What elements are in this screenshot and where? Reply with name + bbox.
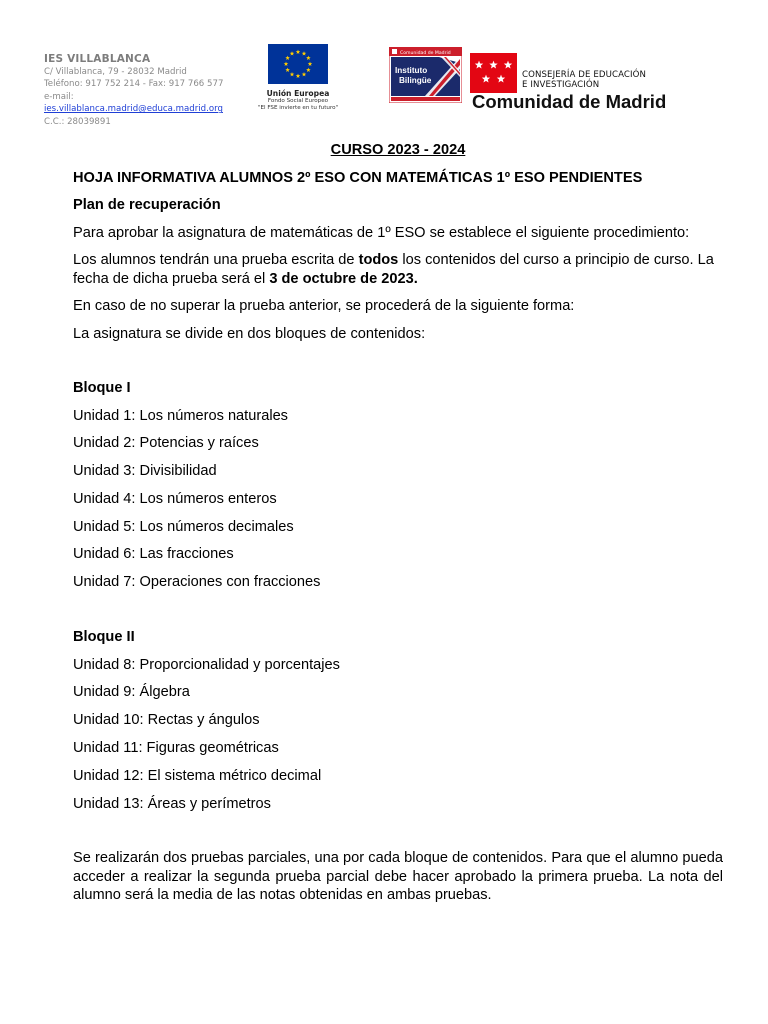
document-body <box>73 141 723 905</box>
school-email-label: e-mail: <box>44 91 74 102</box>
eu-title: Unión Europea <box>266 89 330 98</box>
spacer <box>73 352 723 379</box>
unit-item: Unidad 10: Rectas y ángulos <box>73 712 260 729</box>
unit-item: Unidad 3: Divisibilidad <box>73 463 217 480</box>
division-paragraph: La asignatura se divide en dos bloques de contenidos: <box>73 325 426 342</box>
bilingue-line1: Instituto <box>395 66 428 75</box>
school-info <box>44 52 244 128</box>
block-1 <box>73 379 723 592</box>
eu-slogan: "El FSE invierte en tu futuro" <box>257 105 339 111</box>
comunidad-madrid-logo <box>470 45 720 115</box>
fallback-paragraph: En caso de no superar la prueba anterior, se procederá de la siguiente forma: <box>73 298 575 314</box>
consejeria-line2: E INVESTIGACIÓN <box>522 79 600 90</box>
block-heading: Bloque I <box>73 380 131 396</box>
unit-item: Unidad 6: Las fracciones <box>73 546 234 563</box>
school-phone: Teléfono: 917 752 214 - Fax: 917 766 577 <box>44 79 224 90</box>
unit-item: Unidad 7: Operaciones con fracciones <box>73 574 321 591</box>
eu-flag-icon <box>268 44 328 84</box>
unit-item: Unidad 11: Figuras geométricas <box>73 739 279 756</box>
consejeria-text <box>522 71 646 90</box>
unit-item: Unidad 8: Proporcionalidad y porcentajes <box>73 656 340 673</box>
exam-date: 3 de octubre de 2023. <box>269 270 418 287</box>
exam-text-2: los contenidos del curso a principio de curso. La fecha de dicha prueba será el <box>73 252 714 287</box>
exam-text-1: Los alumnos tendrán una prueba escrita de <box>73 252 359 268</box>
madrid-flag-icon <box>470 53 517 93</box>
exam-bold-todos: todos <box>358 252 399 268</box>
unit-item: Unidad 2: Potencias y raíces <box>73 435 259 452</box>
spacer <box>73 822 723 849</box>
school-address: C/ Villablanca, 79 - 28032 Madrid <box>44 67 187 77</box>
course-title: CURSO 2023 - 2024 <box>330 142 466 158</box>
comunidad-name: Comunidad de Madrid <box>472 91 667 112</box>
plan-heading: Plan de recuperación <box>73 197 221 213</box>
eu-fund: Fondo Social Europeo <box>267 98 329 104</box>
school-email-link[interactable]: ies.villablanca.madrid@educa.madrid.org <box>44 104 223 115</box>
spacer <box>73 601 723 628</box>
bilingue-top-text: Comunidad de Madrid <box>400 50 451 56</box>
school-name: IES VILLABLANCA <box>44 53 151 65</box>
school-cc: C.C.: 28039891 <box>44 116 111 127</box>
intro-paragraph: Para aprobar la asignatura de matemáticas de 1º ESO se establece el siguiente procedimiento: <box>73 224 690 241</box>
unit-item: Unidad 13: Áreas y perímetros <box>73 795 271 812</box>
unit-item: Unidad 5: Los números decimales <box>73 518 294 535</box>
eu-logo <box>256 44 340 112</box>
unit-item: Unidad 1: Los números naturales <box>73 407 288 424</box>
consejeria-line1: CONSEJERÍA DE EDUCACIÓN <box>522 70 647 80</box>
bilingue-badge-icon <box>389 47 462 103</box>
block-heading: Bloque II <box>73 629 135 646</box>
exam-paragraph <box>73 251 723 288</box>
bilingue-line2: Bilingüe <box>399 76 432 85</box>
unit-item: Unidad 9: Álgebra <box>73 684 190 701</box>
unit-item: Unidad 12: El sistema métrico decimal <box>73 767 322 784</box>
instituto-bilingue-logo <box>389 47 462 103</box>
unit-item: Unidad 4: Los números enteros <box>73 490 277 507</box>
page-title: HOJA INFORMATIVA ALUMNOS 2º ESO CON MATEMÁTICAS 1º ESO PENDIENTES <box>73 169 643 186</box>
block-2 <box>73 628 723 813</box>
conclusion-paragraph: Se realizarán dos pruebas parciales, una por cada bloque de contenidos. Para que el alumno pueda acceder a realizar la segunda prueba parcial debe hacer aprobado la primera prueba. La nota del alumno será la media de las notas obtenidas en ambas pruebas. <box>73 850 723 904</box>
